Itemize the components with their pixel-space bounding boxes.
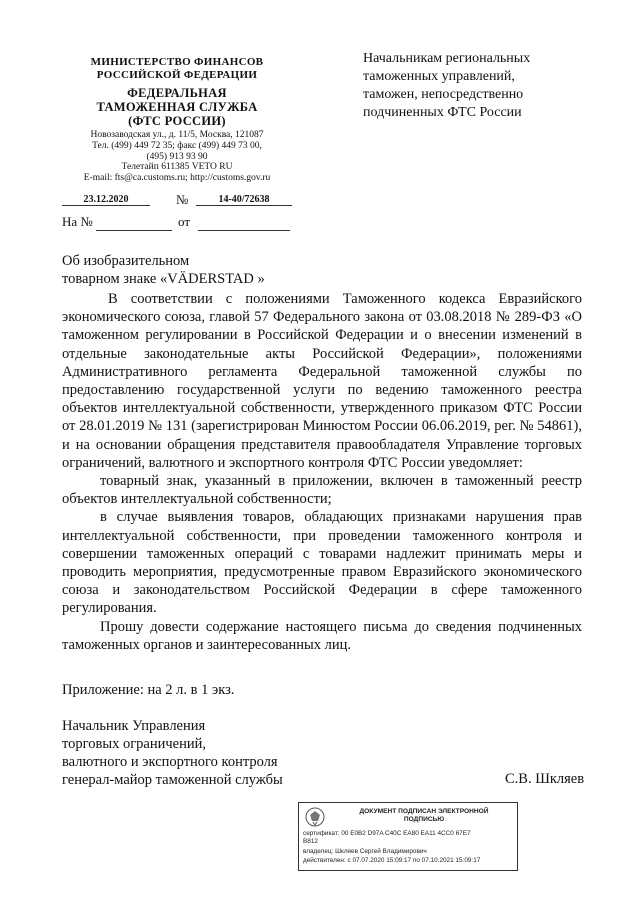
signatory-line: торговых ограничений,: [62, 736, 206, 752]
reply-date-blank: [198, 230, 290, 231]
addressee: [363, 50, 613, 122]
reply-ref-label: На №: [62, 214, 93, 229]
signatory-line: Начальник Управления: [62, 718, 206, 734]
body-paragraph: товарный знак, указанный в приложении, включен в таможенный реестр объектов интеллектуальной собственности;: [62, 473, 582, 508]
service-line-3: (ФТС РОССИИ): [128, 114, 226, 128]
stamp-validity: действителен: с 07.07.2020 15:09:17 по 07.10.2021 15:09:17: [303, 857, 481, 864]
phone-line: Тел. (499) 449 72 35; факс (499) 449 73 00,: [92, 140, 262, 151]
body-paragraph: Прошу довести содержание настоящего письма до сведения подчиненных таможенных органов и заинтересованных лиц.: [62, 618, 582, 653]
teletype-line: Телетайп 611385 VETO RU: [121, 162, 233, 173]
reply-ref-blank: [96, 230, 172, 231]
addressee-line: таможен, непосредственно: [363, 87, 524, 102]
signatory-title: [62, 717, 322, 789]
letter-body: [62, 290, 582, 654]
number-sign: №: [176, 192, 189, 207]
stamp-cert: сертификат: 00 E0B2 D97A C40C EA80 EA11 4CC0 67E7: [303, 830, 471, 837]
stamp-owner: владелец: Шкляев Сергей Владимирович: [303, 848, 427, 855]
subject-line: товарном знаке «VÄDERSTAD »: [62, 271, 265, 287]
doc-number: 14-40/72638: [196, 194, 292, 206]
ministry-line-2: РОССИЙСКОЙ ФЕДЕРАЦИИ: [96, 69, 258, 81]
stamp-title: [333, 808, 515, 824]
addressee-line: Начальникам региональных: [363, 51, 531, 66]
attachment-note: Приложение: на 2 л. в 1 экз.: [62, 682, 235, 698]
ministry-line-1: МИНИСТЕРСТВО ФИНАНСОВ: [90, 56, 264, 68]
reply-date-label: от: [178, 214, 191, 229]
addressee-line: таможенных управлений,: [363, 69, 515, 84]
address-line: Новозаводская ул., д. 11/5, Москва, 121087: [90, 130, 264, 140]
body-paragraph: в случае выявления товаров, обладающих признаками нарушения прав интеллектуальной собственности, при проведении таможенного контроля и совершении таможенных операций с товарами надлежит принимать меры и проводить мероприятия, предусмотренные правом Евразийского экономического союза и законодательством Российской Федерации в сфере таможенного регулирования.: [62, 509, 582, 617]
e-signature-stamp: [298, 802, 518, 871]
stamp-cert-2: B812: [303, 838, 318, 845]
stamp-title-line: ПОДПИСЬЮ: [403, 816, 445, 823]
contact-address: [60, 130, 294, 184]
body-paragraph: В соответствии с положениями Таможенного кодекса Евразийского экономического союза, главой 57 Федерального закона от 03.08.2018 № 289-ФЗ «О таможенном регулировании в Российской Федерации и о внесении изменений в отдельные законодательные акты Российской Федерации», положениями Административного регламента Федеральной таможенной службы по предоставлению государственной услуги по ведению таможенного реестра объектов интеллектуальной собственности, утвержденного приказом ФТС России от 28.01.2019 № 131 (зарегистрирован Минюстом России 06.06.2019, рег. № 54861), и на основании обращения представителя правообладателя Управление торговых ограничений, валютного и экспортного контроля ФТС России уведомляет:: [62, 291, 582, 471]
addressee-line: подчиненных ФТС России: [363, 105, 522, 120]
service-line-1: ФЕДЕРАЛЬНАЯ: [127, 86, 227, 100]
signatory-name: С.В. Шкляев: [505, 771, 585, 787]
phone-line-2: (495) 913 93 90: [146, 151, 208, 162]
doc-date: 23.12.2020: [62, 194, 150, 206]
signatory-line: генерал-майор таможенной службы: [62, 772, 283, 788]
service-name: [66, 86, 288, 128]
signatory-line: валютного и экспортного контроля: [62, 754, 278, 770]
email-line: E-mail: fts@ca.customs.ru; http://customs.gov.ru: [83, 173, 271, 184]
subject: [62, 252, 362, 288]
ministry-name: [66, 56, 288, 82]
emblem-icon: [304, 806, 326, 828]
service-line-2: ТАМОЖЕННАЯ СЛУЖБА: [96, 100, 258, 114]
stamp-title-line: ДОКУМЕНТ ПОДПИСАН ЭЛЕКТРОННОЙ: [359, 808, 489, 815]
subject-line: Об изобразительном: [62, 253, 190, 269]
